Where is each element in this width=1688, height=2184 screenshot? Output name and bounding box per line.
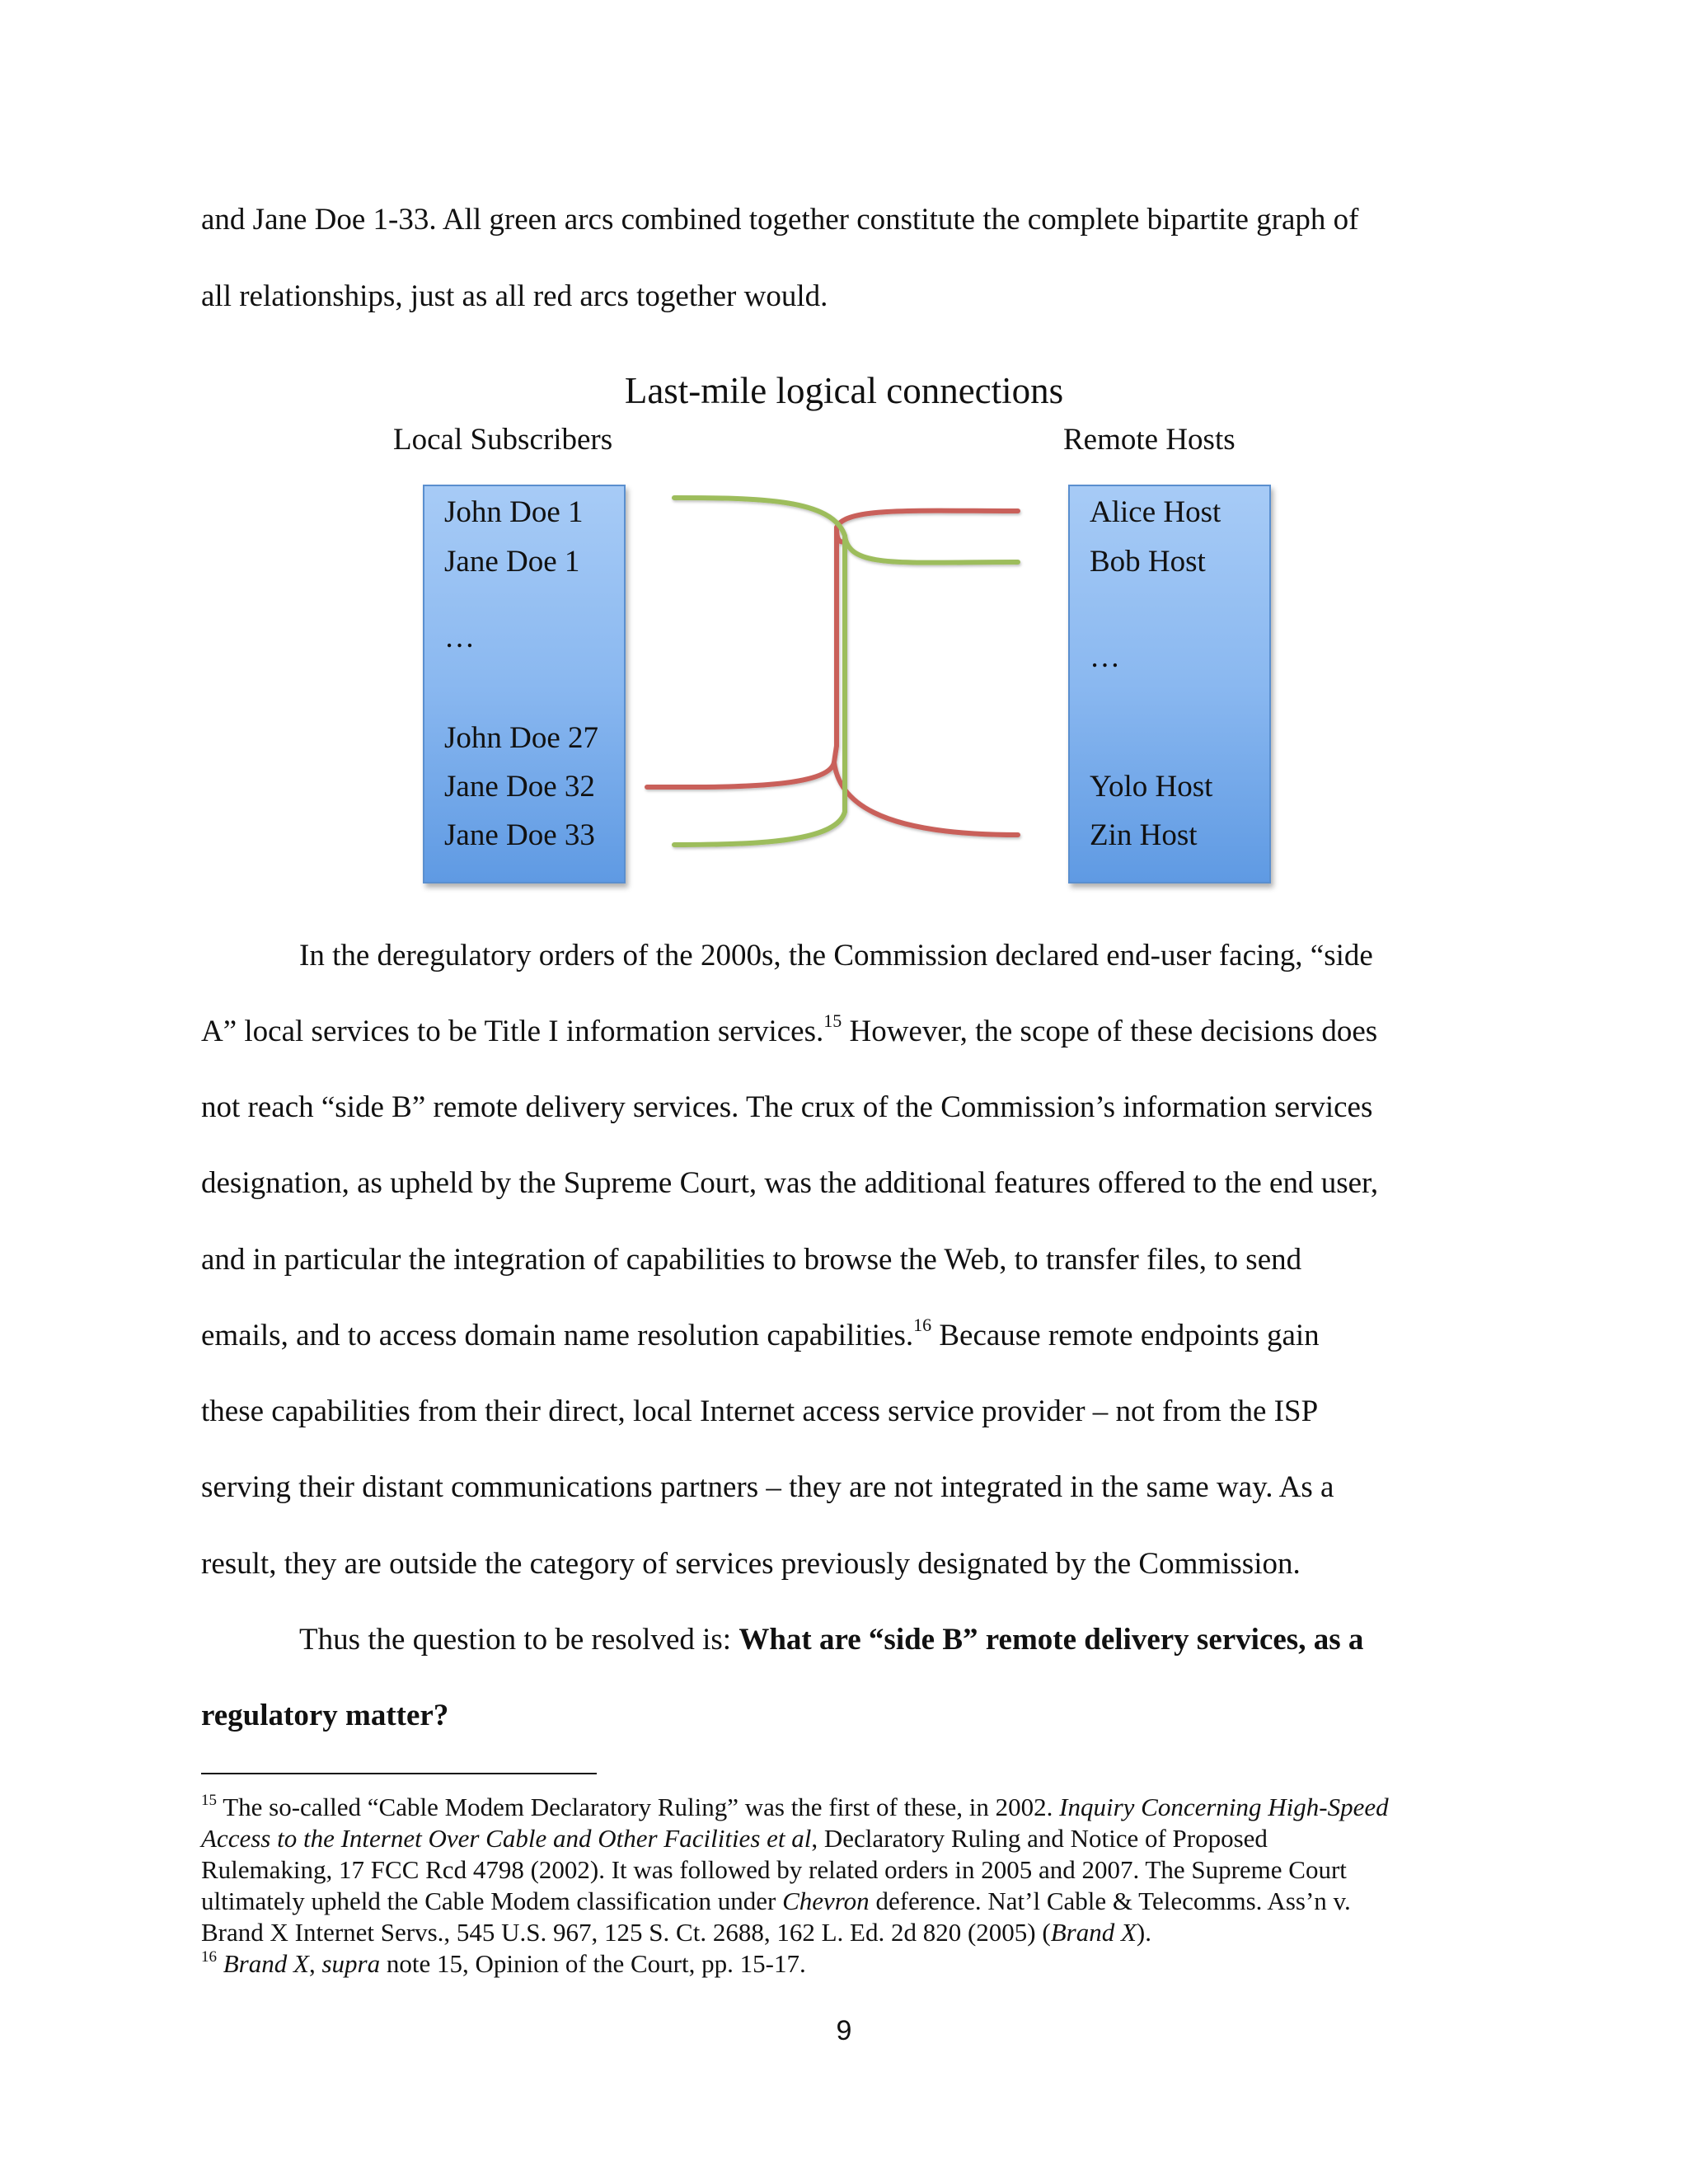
figure-title: Last-mile logical connections (624, 370, 1064, 411)
body-line-5: and in particular the integration of capabilities to browse the Web, to transfer files, to send (201, 1243, 1302, 1277)
body-line-7: these capabilities from their direct, local Internet access service provider – not from the ISP (201, 1394, 1319, 1428)
footnote-15-line-3: Rulemaking, 17 FCC Rcd 4798 (2002). It was followed by related orders in 2005 and 2007. The Supreme Court (201, 1855, 1347, 1884)
green-arc-john-doe-1 (674, 498, 845, 812)
body-line-3: not reach “side B” remote delivery services. The crux of the Commission’s information services (201, 1090, 1373, 1124)
body-line-2: A” local services to be Title I information services.$^{15}$ However, the scope of these decisions does (201, 1010, 1378, 1048)
footnote-ref-16[interactable]: 16 (913, 1314, 932, 1335)
red-arc-jane-doe-32 (647, 746, 837, 787)
footnote-15-line-2: Access to the Internet Over Cable and Other Facilities et al, Declaratory Ruling and Notice of Proposed (201, 1824, 1268, 1853)
left-item-jane-doe-33: Jane Doe 33 (444, 818, 595, 852)
left-item-jane-doe-1: Jane Doe 1 (444, 545, 580, 579)
intro-line-2: all relationships, just as all red arcs together would. (201, 279, 828, 313)
body-line-9: result, they are outside the category of services previously designated by the Commission. (201, 1547, 1301, 1581)
body-line-6: emails, and to access domain name resolution capabilities.$^{16}$ Because remote endpoints gain (201, 1314, 1320, 1352)
question-line-1: Thus the question to be resolved is: What are “side B” remote delivery services, as a (299, 1623, 1364, 1657)
right-item-bob-host: Bob Host (1090, 545, 1206, 579)
footnote-ref-15[interactable]: 15 (823, 1010, 842, 1031)
left-item-jane-doe-32: Jane Doe 32 (444, 770, 595, 804)
left-item-ellipsis: … (444, 621, 475, 654)
red-arc-zin (834, 762, 1018, 835)
footnote-15-line-4: ultimately upheld the Cable Modem classification under Chevron deference. Nat’l Cable & Telecomms. Ass’n v. (201, 1886, 1351, 1915)
body-line-1: In the deregulatory orders of the 2000s, the Commission declared end-user facing, “side (299, 939, 1373, 972)
right-column-header: Remote Hosts (1063, 423, 1236, 457)
footnote-16: $^{16}$ Brand X, supra note 15, Opinion of the Court, pp. 15-17. (201, 1947, 806, 1978)
footnote-15-line-1: $^{15}$ The so-called “Cable Modem Declaratory Ruling” was the first of these, in 2002. Inquiry Concerning High-Speed (201, 1791, 1389, 1821)
left-column-header: Local Subscribers (393, 423, 613, 457)
footnote-separator (201, 1773, 597, 1774)
footnote-15-line-5: Brand X Internet Servs., 545 U.S. 967, 125 S. Ct. 2688, 162 L. Ed. 2d 820 (2005) (Brand X). (201, 1918, 1151, 1947)
right-item-ellipsis: … (1090, 640, 1120, 674)
red-arc-alice (837, 511, 1018, 746)
page-number: 9 (836, 2015, 852, 2046)
green-arc-bob (845, 536, 1018, 563)
right-item-alice-host: Alice Host (1090, 495, 1221, 529)
left-item-john-doe-1: John Doe 1 (444, 495, 584, 529)
body-line-4: designation, as upheld by the Supreme Court, was the additional features offered to the end user, (201, 1166, 1379, 1200)
left-item-john-doe-27: John Doe 27 (444, 721, 599, 755)
intro-line-1: and Jane Doe 1-33. All green arcs combined together constitute the complete bipartite graph of (201, 203, 1359, 237)
body-line-8: serving their distant communications partners – they are not integrated in the same way. As a (201, 1470, 1334, 1504)
question-line-2: regulatory matter? (201, 1699, 449, 1732)
right-item-yolo-host: Yolo Host (1090, 770, 1213, 804)
green-arc-jane-doe-33 (674, 812, 845, 845)
right-item-zin-host: Zin Host (1090, 818, 1198, 852)
